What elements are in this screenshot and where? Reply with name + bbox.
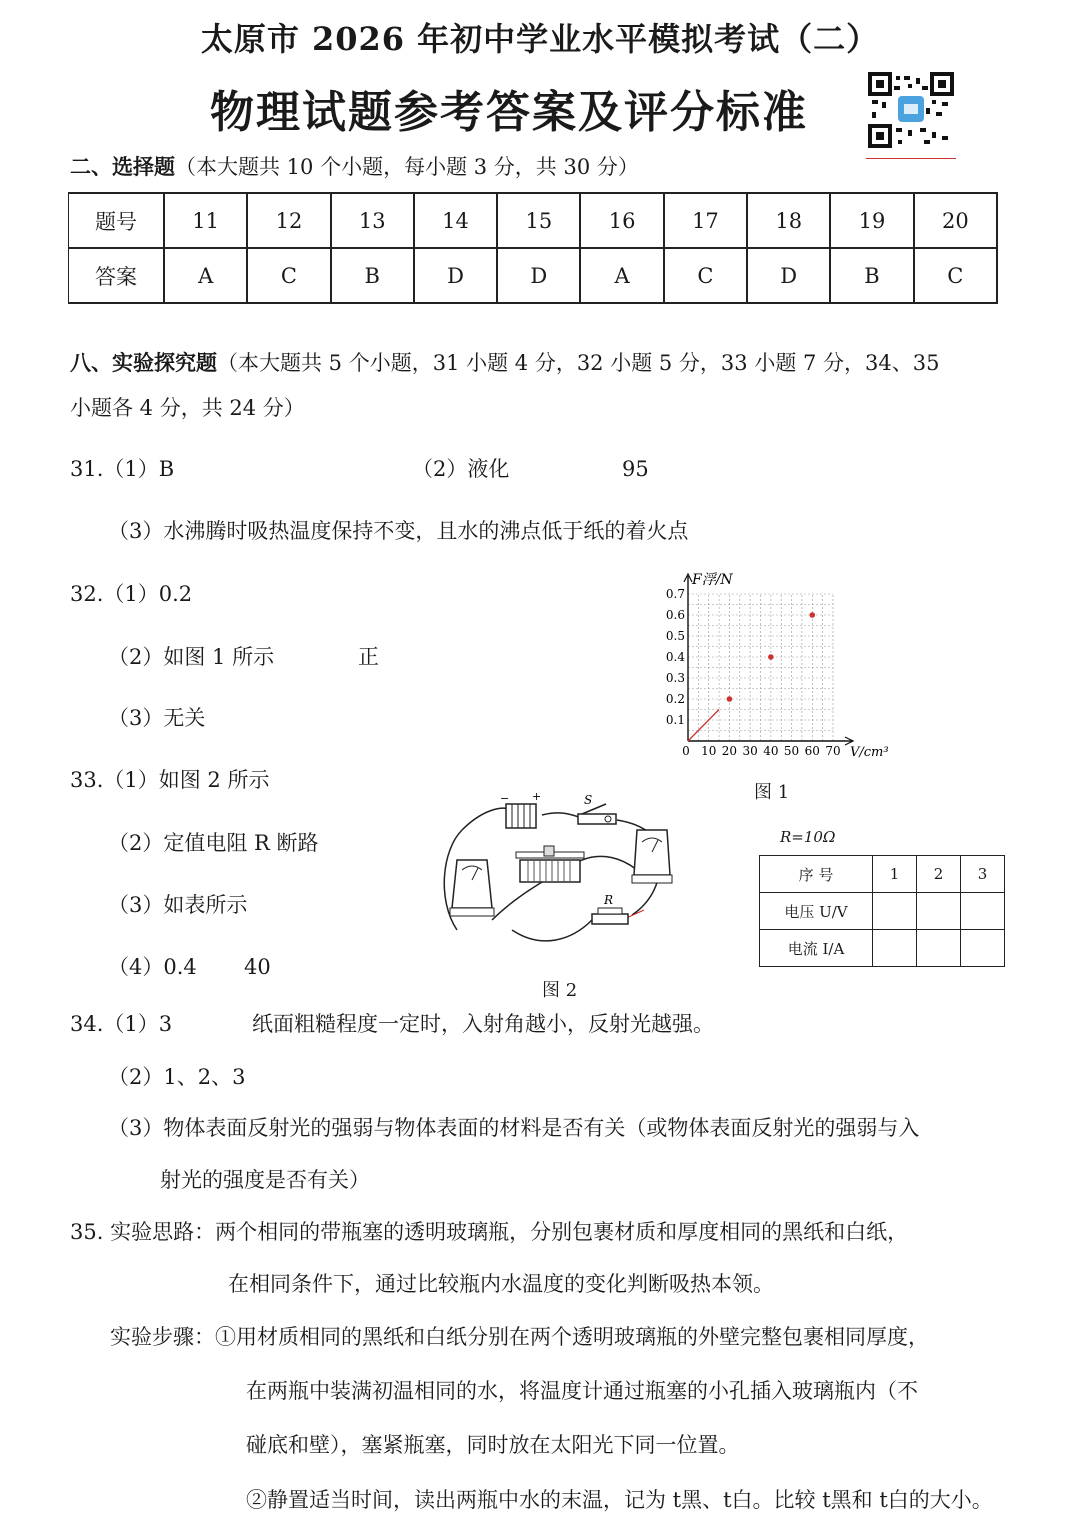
q31-part3: （3）水沸腾时吸热温度保持不变，且水的沸点低于纸的着火点: [108, 519, 689, 543]
section8-note-1: （本大题共 5 个小题，31 小题 4 分，32 小题 5 分，33 小题 7 分，34、35: [217, 351, 940, 375]
q33-part4-value: 40: [244, 955, 271, 979]
x-tick-label: 20: [721, 744, 738, 758]
table-cell: [873, 893, 917, 930]
answer-cell: B: [830, 248, 913, 303]
table-cell: [961, 893, 1005, 930]
table-cell: [917, 893, 961, 930]
table-header-cell: 3: [961, 856, 1005, 893]
section8-heading-line: [70, 350, 939, 376]
question-number: 16: [580, 193, 663, 248]
y-tick-label: 0.2: [665, 692, 685, 706]
question-number: 18: [747, 193, 830, 248]
voltage-row-label: 电压 U/V: [760, 893, 873, 930]
table-cell: [873, 930, 917, 967]
question-number: 12: [247, 193, 330, 248]
qr-caption: [866, 150, 974, 162]
exam-title: 太原市 2026 年初中学业水平模拟考试（二）: [200, 20, 880, 58]
section8-heading: 八、实验探究题: [70, 350, 217, 375]
data-point: [809, 612, 815, 618]
answer-cell: D: [747, 248, 830, 303]
section2-heading: 二、选择题: [70, 154, 175, 179]
data-point: [768, 654, 774, 660]
table-row: [760, 930, 1005, 967]
question-number: 17: [664, 193, 747, 248]
answer-cell: B: [331, 248, 414, 303]
row-label-number: 题号: [69, 193, 165, 248]
q35-idea-cont: 在相同条件下，通过比较瓶内水温度的变化判断吸热本领。: [228, 1272, 774, 1296]
figure2-circuit-diagram: [432, 790, 682, 970]
y-tick-label: 0.3: [665, 671, 685, 685]
q33-part1: 33.（1）如图 2 所示: [70, 768, 270, 792]
answer-cell: D: [414, 248, 497, 303]
table-header-cell: 序 号: [760, 856, 873, 893]
table-row: [760, 893, 1005, 930]
q35-step2: ②静置适当时间，读出两瓶中水的末温，记为 t黑、t白。比较 t黑和 t白的大小。: [246, 1488, 993, 1512]
resistor-label: R: [604, 893, 614, 907]
answer-cell: C: [914, 248, 997, 303]
trend-line: [688, 710, 719, 742]
figure1-caption: 图 1: [754, 782, 790, 803]
section8-note-2: 小题各 4 分，共 24 分）: [70, 396, 305, 420]
choice-answer-table: [68, 192, 998, 304]
q31-part1: 31.（1）B: [70, 457, 175, 481]
question-number: 19: [830, 193, 913, 248]
q32-part1: 32.（1）0.2: [70, 582, 193, 606]
y-tick-label: 0.1: [665, 713, 685, 727]
q34-part1-conclusion: 纸面粗糙程度一定时，入射角越小，反射光越强。: [252, 1012, 714, 1036]
figure2-caption: 图 2: [542, 980, 578, 1001]
q33-part4: （4）0.4: [108, 955, 197, 979]
q35-idea: 35. 实验思路：两个相同的带瓶塞的透明玻璃瓶，分别包裹材质和厚度相同的黑纸和白纸，: [70, 1220, 909, 1244]
question-number: 11: [164, 193, 247, 248]
x-tick-label: 40: [763, 744, 779, 758]
measurement-table: [759, 855, 1005, 967]
x-tick-label: 70: [825, 744, 841, 758]
answer-cell: D: [497, 248, 580, 303]
q35-steps: 实验步骤：①用材质相同的黑纸和白纸分别在两个透明玻璃瓶的外壁完整包裹相同厚度，: [110, 1325, 929, 1349]
x-tick-label: 60: [804, 744, 820, 758]
table-row-numbers: [69, 193, 998, 248]
table-row-answers: [69, 248, 998, 303]
y-tick-label: 0.6: [665, 608, 685, 622]
answer-cell: C: [664, 248, 747, 303]
x-axis-label: V/cm³: [850, 745, 889, 760]
answer-cell: A: [164, 248, 247, 303]
y-tick-label: 0.7: [665, 587, 685, 601]
x-tick-label: 0: [682, 744, 690, 758]
figure1-chart: [648, 566, 898, 766]
q32-part3: （3）无关: [108, 706, 206, 730]
table-row: [760, 856, 1005, 893]
q33-part3: （3）如表所示: [108, 893, 248, 917]
question-number: 13: [331, 193, 414, 248]
qr-code-icon: [868, 72, 954, 148]
q35-steps-cont2: 碰底和壁），塞紧瓶塞，同时放在太阳光下同一位置。: [246, 1433, 740, 1457]
switch-label: S: [584, 793, 593, 807]
battery-plus-label: +: [532, 790, 542, 803]
q32-part2-value: 正: [358, 645, 379, 669]
q31-part2: （2）液化: [412, 457, 510, 481]
row-label-answer: 答案: [69, 248, 165, 303]
x-tick-label: 50: [783, 744, 800, 758]
q35-steps-cont1: 在两瓶中装满初温相同的水，将温度计通过瓶塞的小孔插入玻璃瓶内（不: [246, 1379, 918, 1403]
table-cell: [961, 930, 1005, 967]
answer-cell: A: [580, 248, 663, 303]
answer-cell: C: [247, 248, 330, 303]
q31-part2-value: 95: [622, 457, 649, 481]
section2-note: （本大题共 10 个小题，每小题 3 分，共 30 分）: [175, 155, 639, 179]
x-tick-label: 30: [742, 744, 758, 758]
table-cell: [917, 930, 961, 967]
x-tick-label: 10: [701, 744, 717, 758]
q34-part3: （3）物体表面反射光的强弱与物体表面的材料是否有关（或物体表面反射光的强弱与入: [108, 1116, 920, 1140]
q33-part2: （2）定值电阻 R 断路: [108, 831, 319, 855]
q34-part2: （2）1、2、3: [108, 1065, 246, 1089]
q34-part1: 34.（1）3: [70, 1012, 173, 1036]
q34-part3-cont: 射光的强度是否有关）: [160, 1168, 370, 1192]
current-row-label: 电流 I/A: [760, 930, 873, 967]
q32-part2: （2）如图 1 所示: [108, 645, 275, 669]
question-number: 15: [497, 193, 580, 248]
table-header-cell: 2: [917, 856, 961, 893]
question-number: 14: [414, 193, 497, 248]
section2-heading-line: [70, 154, 639, 180]
battery-minus-label: −: [500, 792, 510, 805]
y-tick-label: 0.5: [665, 629, 685, 643]
answer-key-title: 物理试题参考答案及评分标准: [210, 87, 808, 138]
question-number: 20: [914, 193, 997, 248]
y-tick-label: 0.4: [665, 650, 685, 664]
data-point: [727, 696, 733, 702]
table-header-cell: 1: [873, 856, 917, 893]
resistance-label: R=10Ω: [780, 828, 836, 846]
y-axis-label: F浮/N: [692, 572, 733, 588]
